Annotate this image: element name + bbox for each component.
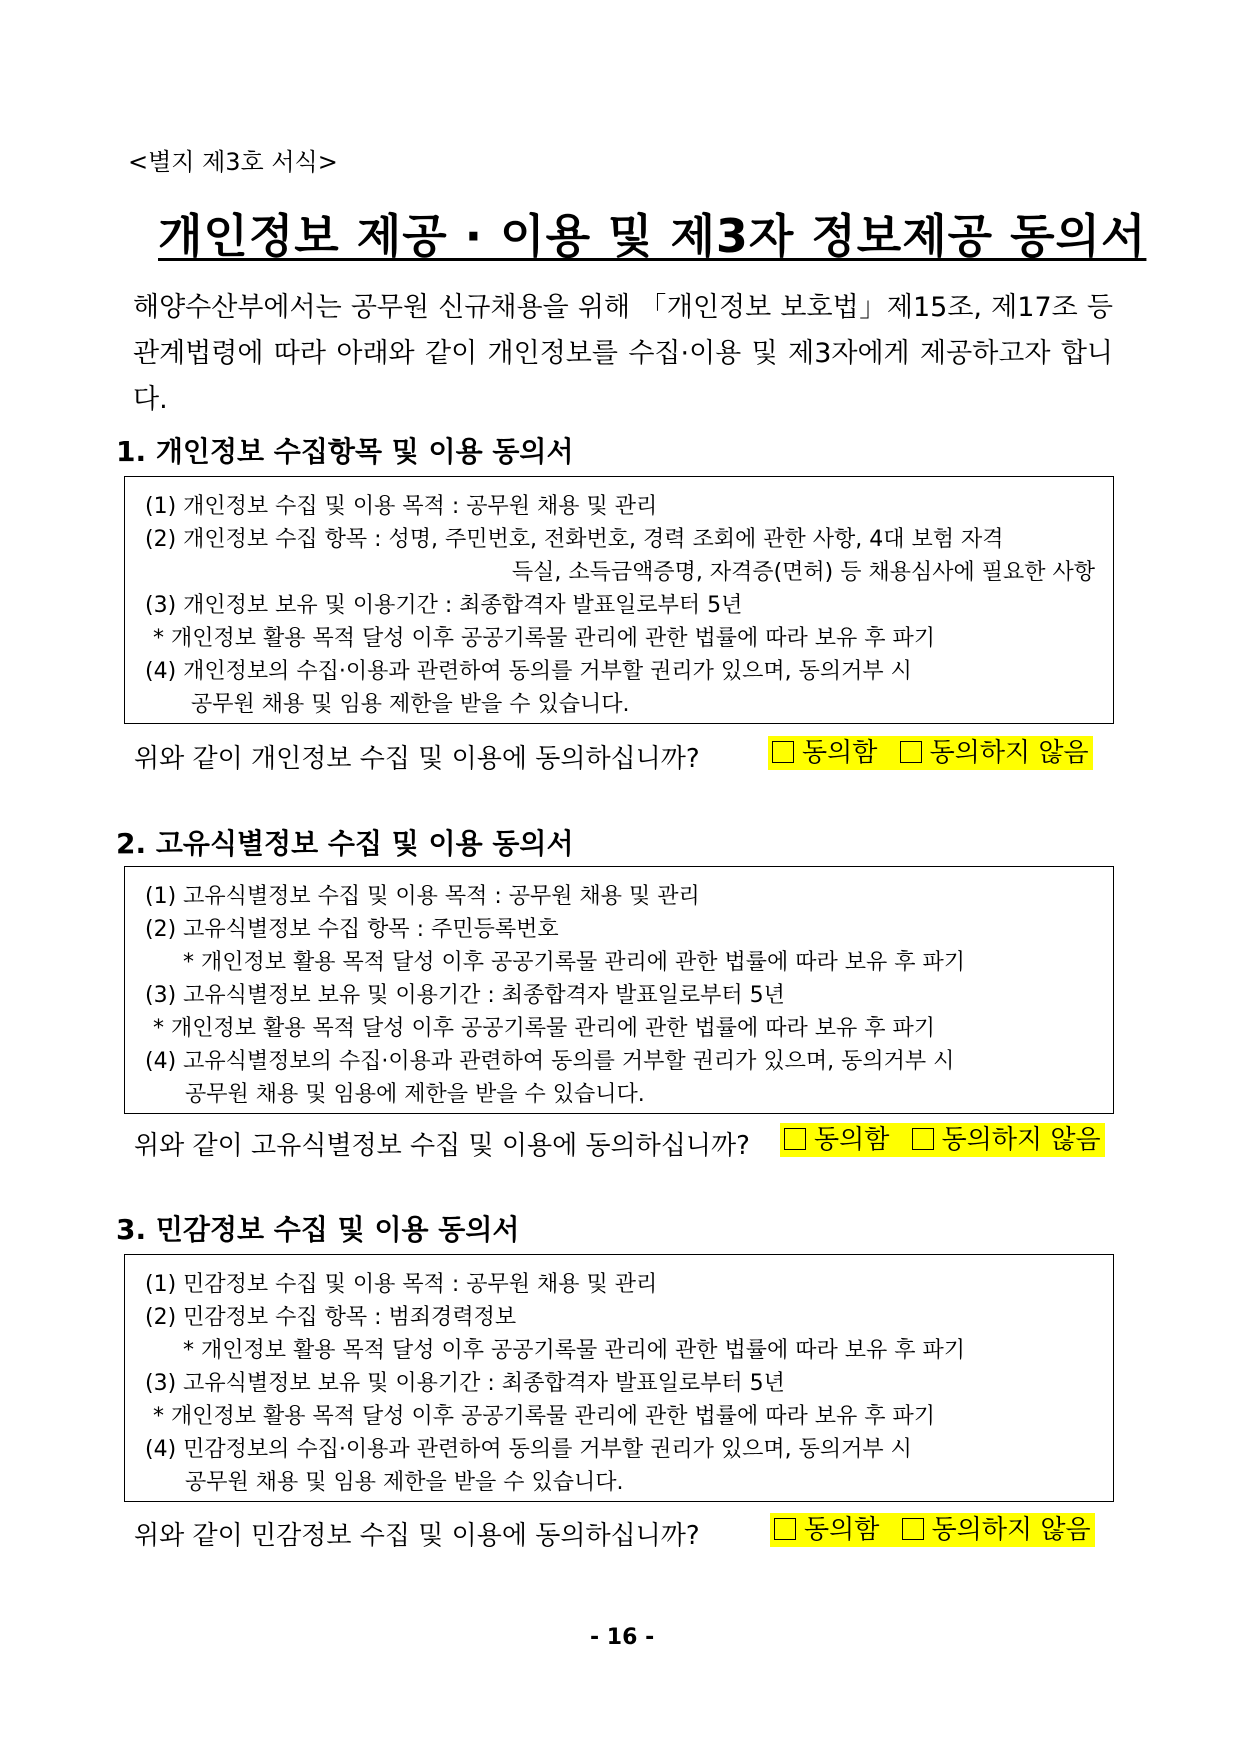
section-1-line-7: 공무원 채용 및 임용 제한을 받을 수 있습니다.: [191, 692, 630, 717]
section-2-line-1: (1) 고유식별정보 수집 및 이용 목적 : 공무원 채용 및 관리: [145, 884, 700, 909]
section-2-line-6: (4) 고유식별정보의 수집·이용과 관련하여 동의를 거부할 권리가 있으며, 동의거부 시: [145, 1049, 955, 1074]
intro-paragraph: 해양수산부에서는 공무원 신규채용을 위해 「개인정보 보호법」제15조, 제17조 등 관계법령에 따라 아래와 같이 개인정보를 수집·이용 및 제3자에게 제공하고자 합니다.: [133, 292, 1113, 415]
section-2-box: [124, 866, 1114, 1114]
section-1-line-6: (4) 개인정보의 수집·이용과 관련하여 동의를 거부할 권리가 있으며, 동의거부 시: [145, 659, 912, 684]
section-3-question: 위와 같이 민감정보 수집 및 이용에 동의하십니까?: [134, 1521, 700, 1551]
section-1-options: [768, 736, 1093, 770]
section-3-line-6: (4) 민감정보의 수집·이용과 관련하여 동의를 거부할 권리가 있으며, 동의거부 시: [145, 1437, 912, 1462]
section-1-line-5: * 개인정보 활용 목적 달성 이후 공공기록물 관리에 관한 법률에 따라 보유 후 파기: [153, 626, 935, 651]
section-3-disagree-label: 동의하지 않음: [931, 1515, 1091, 1545]
section-1-disagree-label: 동의하지 않음: [929, 738, 1089, 768]
section-3-disagree-checkbox[interactable]: [902, 1518, 924, 1540]
section-3-line-1: (1) 민감정보 수집 및 이용 목적 : 공무원 채용 및 관리: [145, 1272, 658, 1297]
section-2-question: 위와 같이 고유식별정보 수집 및 이용에 동의하십니까?: [134, 1131, 750, 1161]
section-2-disagree-checkbox[interactable]: [912, 1128, 934, 1150]
section-1-question: 위와 같이 개인정보 수집 및 이용에 동의하십니까?: [134, 744, 700, 774]
section-2-agree-checkbox[interactable]: [784, 1128, 806, 1150]
section-1-disagree-checkbox[interactable]: [900, 741, 922, 763]
section-3-disagree-option[interactable]: [902, 1513, 1091, 1547]
section-3-agree-option[interactable]: [774, 1513, 879, 1547]
section-1-line-4: (3) 개인정보 보유 및 이용기간 : 최종합격자 발표일로부터 5년: [145, 593, 743, 618]
section-2-line-5: * 개인정보 활용 목적 달성 이후 공공기록물 관리에 관한 법률에 따라 보유 후 파기: [153, 1016, 935, 1041]
section-3-agree-label: 동의함: [804, 1515, 880, 1545]
section-3-line-5: * 개인정보 활용 목적 달성 이후 공공기록물 관리에 관한 법률에 따라 보유 후 파기: [153, 1404, 935, 1429]
section-3-line-2: (2) 민감정보 수집 항목 : 범죄경력정보: [145, 1305, 517, 1330]
section-2-disagree-label: 동의하지 않음: [941, 1125, 1101, 1155]
section-1-heading: 1. 개인정보 수집항목 및 이용 동의서: [116, 435, 574, 468]
section-3-heading: 3. 민감정보 수집 및 이용 동의서: [116, 1213, 520, 1246]
section-2-agree-option[interactable]: [784, 1123, 889, 1157]
section-2-line-7: 공무원 채용 및 임용에 제한을 받을 수 있습니다.: [185, 1082, 645, 1107]
section-2-heading: 2. 고유식별정보 수집 및 이용 동의서: [116, 827, 574, 860]
section-1-disagree-option[interactable]: [900, 736, 1089, 770]
section-1-agree-option[interactable]: [772, 736, 877, 770]
section-3-line-7: 공무원 채용 및 임용 제한을 받을 수 있습니다.: [185, 1470, 624, 1495]
section-2-disagree-option[interactable]: [912, 1123, 1101, 1157]
section-1-box: [124, 476, 1114, 724]
page-number: - 16 -: [590, 1625, 655, 1650]
section-2-line-4: (3) 고유식별정보 보유 및 이용기간 : 최종합격자 발표일로부터 5년: [145, 983, 785, 1008]
section-1-line-3: 득실, 소득금액증명, 자격증(면허) 등 채용심사에 필요한 사항: [511, 560, 1095, 585]
section-3-options: [770, 1513, 1095, 1547]
section-1-agree-checkbox[interactable]: [772, 741, 794, 763]
section-2-options: [780, 1123, 1105, 1157]
section-2-agree-label: 동의함: [814, 1125, 890, 1155]
document-title: 개인정보 제공 · 이용 및 제3자 정보제공 동의서: [158, 209, 1147, 263]
section-3-agree-checkbox[interactable]: [774, 1518, 796, 1540]
section-2-line-3: * 개인정보 활용 목적 달성 이후 공공기록물 관리에 관한 법률에 따라 보유 후 파기: [183, 950, 965, 975]
section-3-line-3: * 개인정보 활용 목적 달성 이후 공공기록물 관리에 관한 법률에 따라 보유 후 파기: [183, 1338, 965, 1363]
section-2-line-2: (2) 고유식별정보 수집 항목 : 주민등록번호: [145, 917, 559, 942]
section-1-agree-label: 동의함: [802, 738, 878, 768]
section-1-line-1: (1) 개인정보 수집 및 이용 목적 : 공무원 채용 및 관리: [145, 494, 658, 519]
section-3-line-4: (3) 고유식별정보 보유 및 이용기간 : 최종합격자 발표일로부터 5년: [145, 1371, 785, 1396]
form-label: <별지 제3호 서식>: [128, 148, 338, 176]
section-1-line-2: (2) 개인정보 수집 항목 : 성명, 주민번호, 전화번호, 경력 조회에 관한 사항, 4대 보험 자격: [145, 527, 1004, 552]
section-3-box: [124, 1254, 1114, 1502]
